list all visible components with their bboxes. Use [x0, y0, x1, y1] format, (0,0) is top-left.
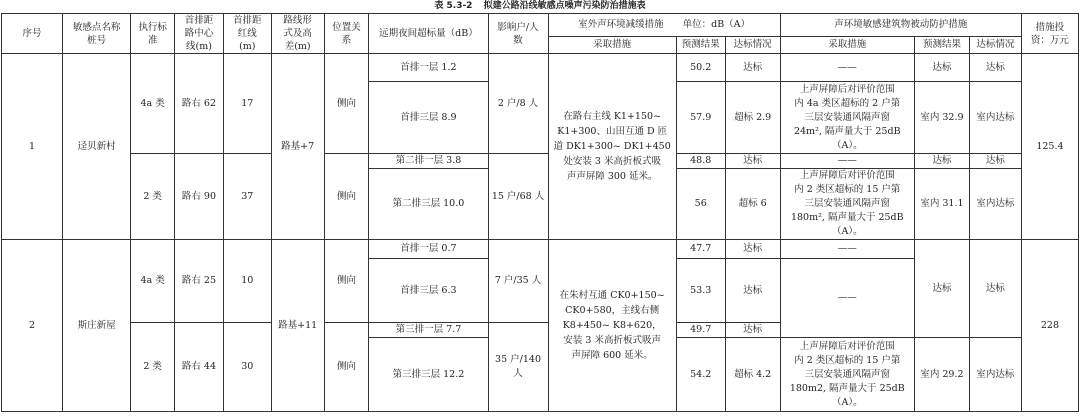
exceed-value: 第二排一层 3.8 [369, 154, 488, 169]
building-measure: 上声屏障后对评价范围 内 4a 类区超标的 2 户第 三层安装通风隔声窗 24m², 隔声量大于 25dB （A）。 [780, 82, 914, 154]
predict-value: 50.2 [676, 54, 725, 82]
predict-value: 57.9 [676, 82, 725, 154]
header-investment: 措施投 资：万元 [1021, 14, 1078, 54]
header-dist-center: 首排距 路中心 线(m) [175, 14, 224, 54]
header-road-form: 路线形 式及高 差(m) [271, 14, 324, 54]
affected-count: 2 户/8 人 [488, 54, 548, 154]
header-building-group: 声环境敏感建筑物被动防护措施 [780, 14, 1021, 37]
standard: 2 类 [131, 323, 175, 412]
table-title [0, 0, 1080, 13]
building-status: 室内达标 [969, 169, 1021, 240]
affected-count: 15 户/68 人 [488, 154, 548, 240]
building-measure: —— [780, 240, 914, 259]
position: 侧向 [324, 154, 369, 240]
exceed-value: 首排一层 1.2 [369, 54, 488, 82]
predict-value: 48.8 [676, 154, 725, 169]
standard: 4a 类 [131, 240, 175, 323]
header-name: 敏感点名称 桩号 [63, 14, 131, 54]
status-value: 达标 [725, 154, 780, 169]
header-row [2, 14, 1079, 37]
status-value: 超标 6 [725, 169, 780, 240]
exceed-value: 第三排一层 7.7 [369, 323, 488, 338]
table-row [2, 54, 1079, 82]
building-measure: 上声屏障后对评价范围 内 2 类区超标的 15 户第 三层安装通风隔声窗 180m², 隔声量大于 25dB （A）。 [780, 169, 914, 240]
building-predict: 达标 [914, 54, 969, 82]
predict-value: 47.7 [676, 240, 725, 259]
building-status: 室内达标 [969, 338, 1021, 412]
exceed-value: 首排三层 8.9 [369, 82, 488, 154]
building-predict: 达标 [914, 240, 969, 338]
header-position: 位置关 系 [324, 14, 369, 54]
status-value: 超标 4.2 [725, 338, 780, 412]
status-value: 达标 [725, 323, 780, 338]
road-form: 路基+11 [271, 240, 324, 412]
predict-value: 53.3 [676, 259, 725, 323]
building-status: 达标 [969, 240, 1021, 338]
site-no: 1 [2, 54, 63, 240]
header-dist-redline: 首排距 红线 (m) [223, 14, 271, 54]
dist-center: 路右 44 [175, 323, 224, 412]
header-outdoor-group: 室外声环境减缓措施 单位：dB（A） [548, 14, 780, 37]
site-no: 2 [2, 240, 63, 412]
affected-count: 35 户/140 人 [488, 323, 548, 412]
table-row [2, 240, 1079, 259]
table-row [2, 154, 1079, 169]
dist-center: 路右 62 [175, 54, 224, 154]
investment: 125.4 [1021, 54, 1078, 240]
position: 侧向 [324, 240, 369, 323]
exceed-value: 第二排三层 10.0 [369, 169, 488, 240]
building-predict: 室内 32.9 [914, 82, 969, 154]
position: 侧向 [324, 54, 369, 154]
status-value: 超标 2.9 [725, 82, 780, 154]
header-affected: 影响户/人 数 [488, 14, 548, 54]
investment: 228 [1021, 240, 1078, 412]
dist-center: 路右 90 [175, 154, 224, 240]
position: 侧向 [324, 323, 369, 412]
predict-value: 49.7 [676, 323, 725, 338]
building-measure: —— [780, 54, 914, 82]
dist-redline: 10 [223, 240, 271, 323]
header-status: 达标情况 [725, 36, 780, 53]
header-standard: 执行标 准 [131, 14, 175, 54]
outdoor-measure: 在朱村互通 CK0+150~ CK0+580，主线右侧 K8+450~ K8+620， 安装 3 米高折板式吸声 声屏障 600 延米。 [548, 240, 676, 412]
building-measure: —— [780, 259, 914, 338]
header-measure2: 采取措施 [780, 36, 914, 53]
status-value: 达标 [725, 54, 780, 82]
standard: 4a 类 [131, 54, 175, 154]
building-status: 室内达标 [969, 82, 1021, 154]
header-status2: 达标情况 [969, 36, 1021, 53]
building-measure: —— [780, 154, 914, 169]
standard: 2 类 [131, 154, 175, 240]
dist-redline: 17 [223, 54, 271, 154]
header-predict: 预测结果 [676, 36, 725, 53]
building-predict: 室内 29.2 [914, 338, 969, 412]
dist-center: 路右 25 [175, 240, 224, 323]
header-exceed: 远期夜间超标量（dB） [369, 14, 488, 54]
site-name: 迳贝新村 [63, 54, 131, 240]
status-value: 达标 [725, 259, 780, 323]
predict-value: 56 [676, 169, 725, 240]
building-status: 达标 [969, 54, 1021, 82]
road-form: 路基+7 [271, 54, 324, 240]
exceed-value: 首排一层 0.7 [369, 240, 488, 259]
header-measure: 采取措施 [548, 36, 676, 53]
building-predict: 达标 [914, 154, 969, 169]
predict-value: 54.2 [676, 338, 725, 412]
affected-count: 7 户/35 人 [488, 240, 548, 323]
header-predict2: 预测结果 [914, 36, 969, 53]
exceed-value: 第三排三层 12.2 [369, 338, 488, 412]
building-status: 达标 [969, 154, 1021, 169]
table-number: 表 5.3-2 [434, 1, 473, 11]
site-name: 斯庄新屋 [63, 240, 131, 412]
status-value: 达标 [725, 240, 780, 259]
exceed-value: 首排三层 6.3 [369, 259, 488, 323]
header-no: 序号 [2, 14, 63, 54]
table-caption: 拟建公路沿线敏感点噪声污染防治措施表 [483, 1, 646, 11]
dist-redline: 37 [223, 154, 271, 240]
outdoor-measure: 在路右主线 K1+150~ K1+300、山田互通 D 匝 道 DK1+300~ DK1+450 处安装 3 米高折板式吸 声声屏障 300 延米。 [548, 54, 676, 240]
building-measure: 上声屏障后对评价范围 内 2 类区超标的 15 户第 三层安装通风隔声窗 180m2, 隔声量大于 25dB （A）。 [780, 338, 914, 412]
building-predict: 室内 31.1 [914, 169, 969, 240]
noise-measures-table [1, 13, 1079, 412]
dist-redline: 30 [223, 323, 271, 412]
